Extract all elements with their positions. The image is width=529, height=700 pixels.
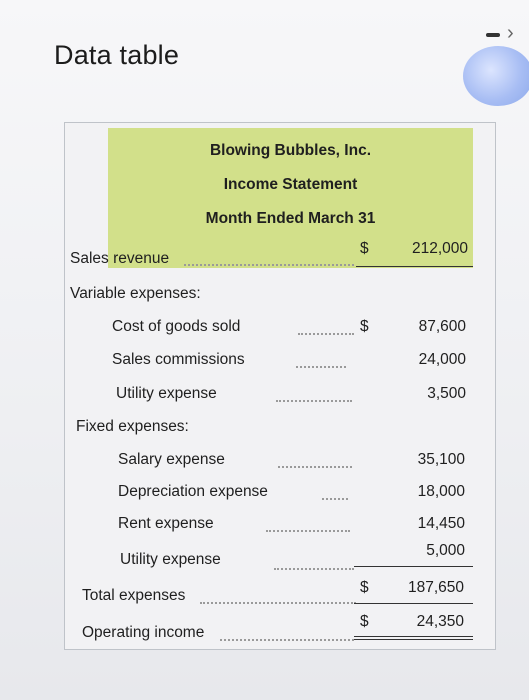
double-rule-bottom [354, 639, 473, 640]
leader-dots [184, 264, 354, 266]
cogs-value: 87,600 [418, 318, 466, 335]
chevron-right-icon[interactable]: › [507, 22, 514, 44]
leader-dots [278, 466, 352, 468]
operating-income-label: Operating income [82, 624, 205, 641]
operating-income-dollar: $ [360, 613, 369, 630]
company-name: Blowing Bubbles, Inc. [209, 142, 372, 159]
leader-dots [266, 530, 350, 532]
total-expenses-label: Total expenses [82, 587, 186, 604]
rule-line [354, 603, 473, 604]
rent-expense-label: Rent expense [118, 515, 214, 532]
utility-expense-fixed-label: Utility expense [120, 551, 221, 568]
salary-expense-value: 35,100 [417, 451, 465, 468]
sales-revenue-value: 212,000 [411, 240, 468, 257]
cogs-label: Cost of goods sold [112, 318, 241, 335]
statement-name: Income Statement [223, 176, 358, 193]
sales-revenue-dollar: $ [360, 240, 369, 257]
statement-period: Month Ended March 31 [205, 210, 376, 227]
rule-line [354, 566, 473, 567]
circle-button[interactable] [463, 46, 529, 106]
utility-expense-variable-label: Utility expense [116, 385, 217, 402]
variable-expenses-label: Variable expenses: [70, 285, 201, 302]
utility-expense-variable-value: 3,500 [427, 385, 466, 402]
leader-dots [200, 602, 356, 604]
minus-icon[interactable] [486, 33, 500, 37]
total-expenses-dollar: $ [360, 579, 369, 596]
utility-expense-fixed-value: 5,000 [426, 542, 465, 559]
cogs-dollar: $ [360, 318, 369, 335]
operating-income-value: 24,350 [416, 613, 464, 630]
salary-expense-label: Salary expense [118, 451, 225, 468]
window-title: Data table [54, 40, 180, 70]
leader-dots [276, 400, 352, 402]
double-rule-top [354, 636, 473, 637]
sales-revenue-label: Sales revenue [70, 250, 170, 267]
leader-dots [322, 498, 348, 500]
fixed-expenses-label: Fixed expenses: [76, 418, 189, 435]
depreciation-expense-value: 18,000 [417, 483, 465, 500]
sales-commissions-value: 24,000 [418, 351, 466, 368]
rule-line [356, 266, 473, 267]
rent-expense-value: 14,450 [417, 515, 465, 532]
leader-dots [274, 568, 354, 570]
leader-dots [298, 333, 354, 335]
total-expenses-value: 187,650 [407, 579, 464, 596]
depreciation-expense-label: Depreciation expense [118, 483, 268, 500]
sales-commissions-label: Sales commissions [112, 351, 245, 368]
leader-dots [296, 366, 346, 368]
leader-dots [220, 639, 354, 641]
